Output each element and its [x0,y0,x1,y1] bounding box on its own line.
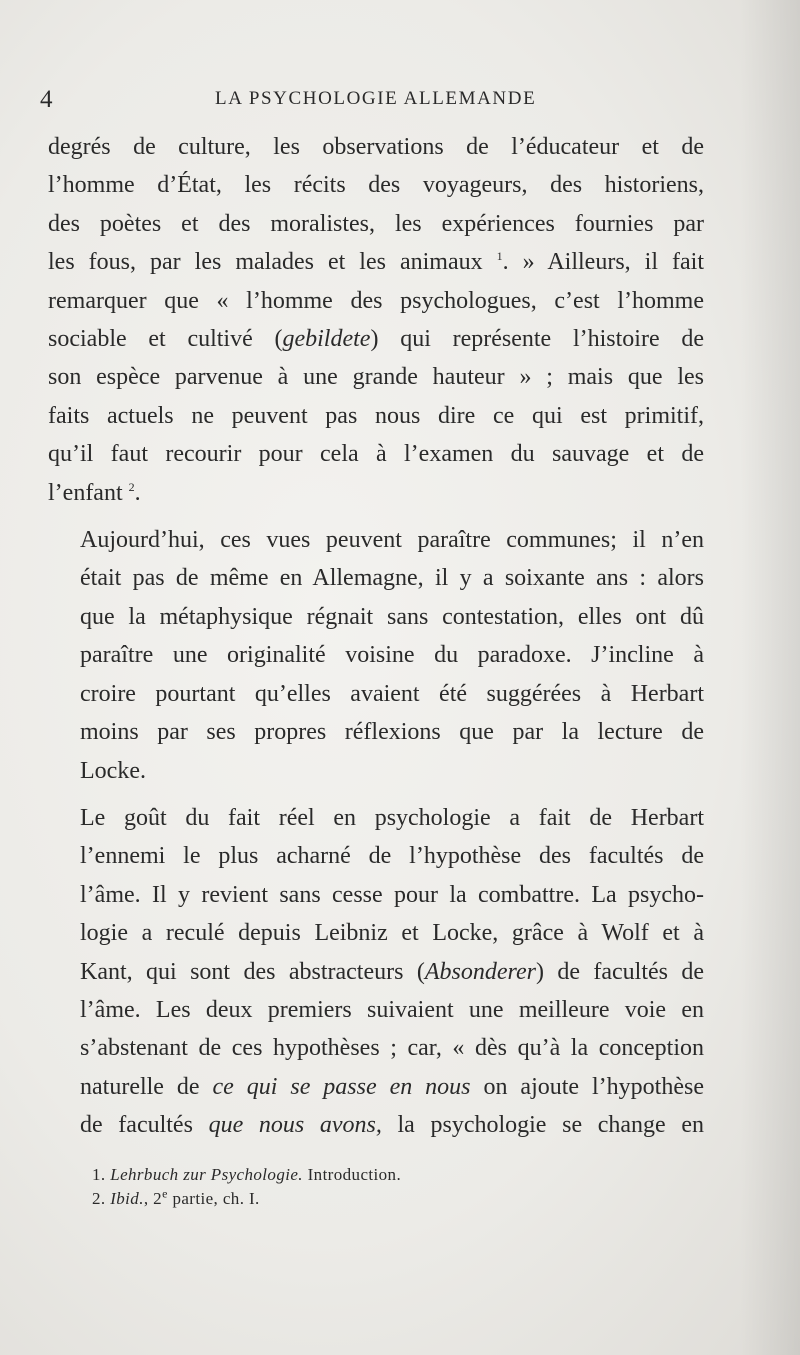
text-segment: de facultés [80,1112,209,1139]
footnote-ref-1: 1 [496,249,503,264]
text-segment: sociable et cultivé ( [48,326,283,353]
text-line: degrés de culture, les observations de l’éducateur et de [48,134,704,160]
footnote-text: Introduction. [302,1165,402,1184]
text-line: moins par ses propres réflexions que par la lecture de [80,719,704,746]
page-number: 4 [40,86,53,113]
text-line: paraître une originalité voisine du paradoxe. J’incline à [80,642,704,669]
footnote-title: Ibid. [110,1189,144,1208]
text-line: des poètes et des moralistes, les expériences fournies par [48,210,704,237]
text-line: remarquer que « l’homme des psychologues, c’est l’homme [48,287,704,314]
text-line: croire pourtant qu’elles avaient été suggérées à Herbart [80,680,704,707]
text-line [48,320,704,358]
text-segment: on ajoute l’hypothèse [470,1073,704,1100]
text-line [48,953,704,991]
body-text [48,128,704,1145]
text-segment: . [134,479,141,506]
text-segment: les fous, par les malades et les animaux [48,249,483,276]
footnote-number: 1. [92,1165,106,1184]
text-line: l’homme d’État, les récits des voyageurs, des historiens, [48,172,704,199]
text-line [48,474,704,512]
paragraph-3 [48,799,704,1145]
footnote-superscript: e [162,1186,168,1201]
text-line: était pas de même en Allemagne, il y a soixante ans : alors [80,565,704,592]
text-line: l’âme. Il y revient sans cesse pour la combattre. La psycho- [80,881,704,908]
text-line: qu’il faut recourir pour cela à l’examen du sauvage et de [48,441,704,468]
text-line: faits actuels ne peuvent pas nous dire ce qui est primitif, [48,402,704,429]
text-line: son espèce parvenue à une grande hauteur » ; mais que les [48,364,704,391]
text-segment: ) qui représente l’histoire de [370,326,704,353]
paragraph-2 [48,521,704,790]
footnote-2 [92,1187,401,1211]
running-title: LA PSYCHOLOGIE ALLEMANDE [215,88,537,109]
text-line [48,1068,704,1106]
text-line: Aujourd’hui, ces vues peuvent paraître communes; il n’en [80,527,704,554]
text-segment: l’enfant [48,479,123,506]
footnote-ref-2: 2 [128,479,135,494]
italic-phrase: ce qui se passe en nous [212,1073,471,1100]
text-segment: ) de facultés de [535,958,705,985]
text-line [48,1106,704,1144]
text-segment: naturelle de [80,1073,213,1100]
italic-term: Absonderer [424,958,536,985]
footnote-1 [92,1163,401,1187]
text-segment: Kant, qui sont des abstracteurs ( [80,958,425,985]
text-line: Locke. [80,757,146,784]
footnote-text: , 2 [143,1189,163,1208]
paragraph-1 [48,128,704,512]
text-line: s’abstenant de ces hypothèses ; car, « dès qu’à la conception [80,1035,704,1062]
text-line [48,243,704,281]
text-line: logie a reculé depuis Leibniz et Locke, grâce à Wolf et à [80,920,704,947]
text-segment: . » Ailleurs, il fait [502,249,704,276]
italic-term: gebildete [282,326,371,353]
text-line: Le goût du fait réel en psychologie a fait de Herbart [80,804,704,831]
footnote-text: partie, ch. I. [167,1189,260,1208]
text-line: que la métaphysique régnait sans contestation, elles ont dû [80,603,704,630]
footnotes [92,1163,401,1211]
text-line: l’âme. Les deux premiers suivaient une meilleure voie en [80,996,704,1023]
italic-phrase: que nous avons, [208,1112,382,1139]
text-line: l’ennemi le plus acharné de l’hypothèse des facultés de [80,843,704,870]
footnote-number: 2. [92,1189,106,1208]
text-segment: la psychologie se change en [381,1112,704,1139]
page-header [0,86,800,116]
footnote-title: Lehrbuch zur Psychologie. [110,1165,303,1184]
